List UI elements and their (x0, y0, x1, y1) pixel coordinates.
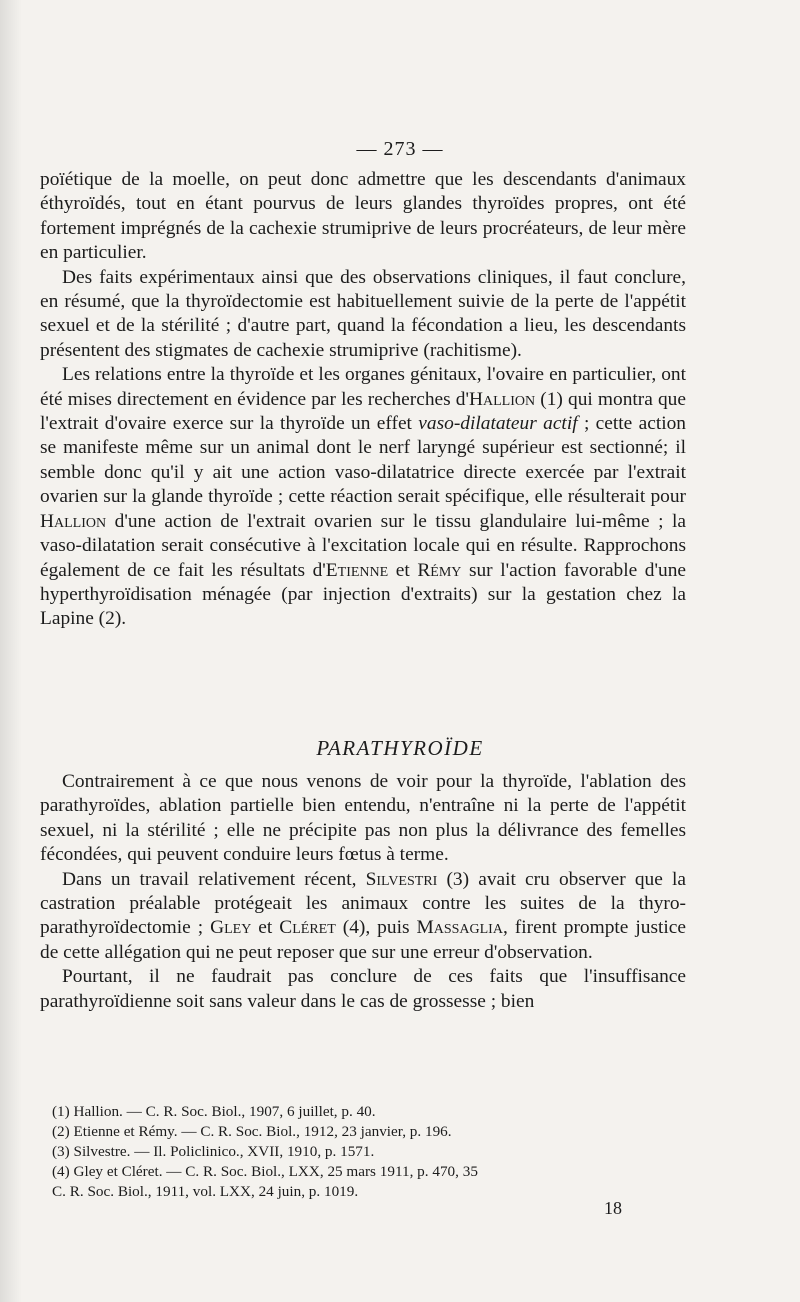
page-number: 18 (604, 1198, 622, 1218)
italic-term: vaso-dilatateur actif (418, 413, 578, 435)
author-name: Hallion (469, 388, 536, 410)
body-text-top (40, 168, 686, 632)
author-name: Etienne (325, 559, 389, 581)
paragraph-pourtant: Pourtant, il ne faudrait pas conclure de ces faits que l'insuffisance parathyroïdienne soit sans valeur dans le cas de grossesse ; bien (40, 966, 686, 1012)
text-run: Dans un travail relativement récent, (62, 868, 366, 890)
section-heading: PARATHYROÏDE (316, 736, 484, 760)
body-text-bottom (40, 770, 686, 1014)
author-name: Cléret (279, 917, 336, 939)
paragraph-faits-experimentaux: Des faits expérimentaux ainsi que des observations cliniques, il faut conclure, en résumé, que la thyroïdectomie est habituellement suivie de la perte de l'appétit sexuel et de la stérilité ; d'autre part, quand la fécondation a lieu, les descendants présentent des stigmates de cachexie strumiprive (rachitisme). (40, 266, 686, 361)
text-run: ; cette action se manifeste même sur un animal dont le nerf laryngé supérieur est sectionné; il semble donc qu'il y ait une action vaso-dilatatrice directe exercée par l'extrait ovarien sur la glande thyroïde ; cette réaction serait spécifique, elle résulterait pour (40, 413, 687, 508)
footnotes (52, 1102, 692, 1202)
text-run: (1) qui montra que l'extrait d'ovaire exerce sur la thyroïde un effet (40, 388, 686, 435)
page-gutter-shadow (0, 0, 22, 1302)
text-run: d'une action de l'extrait ovarien sur le tissu glandulaire lui-même ; la vaso-dilatation serait consécutive à l'excitation locale qui en résulte. Rapprochons également de ce fait les résultats d' (40, 510, 686, 581)
footnote-4: (4) Gley et Cléret. — C. R. Soc. Biol., LXX, 25 mars 1911, p. 470, 35 (52, 1163, 478, 1180)
footnote-2: (2) Etienne et Rémy. — C. R. Soc. Biol., 1912, 23 janvier, p. 196. (52, 1123, 452, 1140)
footnote-4-continued: C. R. Soc. Biol., 1911, vol. LXX, 24 juin, p. 1019. (52, 1183, 359, 1200)
text-run: et (388, 559, 418, 581)
paragraph-relations (40, 363, 686, 631)
author-name: Silvestri (365, 868, 438, 890)
author-name: Hallion (40, 510, 107, 532)
paragraph-silvestri (40, 868, 686, 966)
text-run: (3) avait cru observer que la castration préalable protégeait les animaux contre les suites de la thyro-parathyroïdectomie ; (40, 868, 686, 939)
paragraph-moelle: poïétique de la moelle, on peut donc admettre que les descendants d'animaux éthyroïdés, tout en étant pourvus de leurs glandes thyroïdes propres, ont été fortement imprégnés de la cachexie strumiprive de leurs procréateurs, de leur mère en particulier. (40, 169, 686, 264)
running-header: — 273 — (356, 138, 444, 160)
author-name: Massaglia (416, 917, 503, 939)
footnote-3: (3) Silvestre. — Il. Policlinico., XVII, 1910, p. 1571. (52, 1143, 375, 1160)
paragraph-contrairement: Contrairement à ce que nous venons de voir pour la thyroïde, l'ablation des parathyroïdes, ablation partielle bien entendu, n'entraîne ni la perte de l'appétit sexuel, ni la stérilité ; elle ne précipite pas non plus la délivrance des femelles fécondées, qui peuvent conduire leurs fœtus à terme. (40, 771, 686, 866)
author-name: Gley (210, 917, 252, 939)
text-run: sur l'action favorable d'une hyperthyroïdisation ménagée (par injection d'extraits) sur la gestation chez la Lapine (2). (40, 559, 686, 630)
text-run: (4), puis (335, 917, 417, 939)
footnote-1: (1) Hallion. — C. R. Soc. Biol., 1907, 6 juillet, p. 40. (52, 1103, 376, 1120)
author-name: Rémy (417, 559, 462, 581)
text-run: Les relations entre la thyroïde et les organes génitaux, l'ovaire en particulier, ont été mises directement en évidence par les recherches d' (40, 364, 686, 410)
text-run: , firent prompte justice de cette allégation qui ne peut reposer que sur une erreur d'observation. (40, 917, 686, 963)
text-run: et (251, 917, 280, 939)
